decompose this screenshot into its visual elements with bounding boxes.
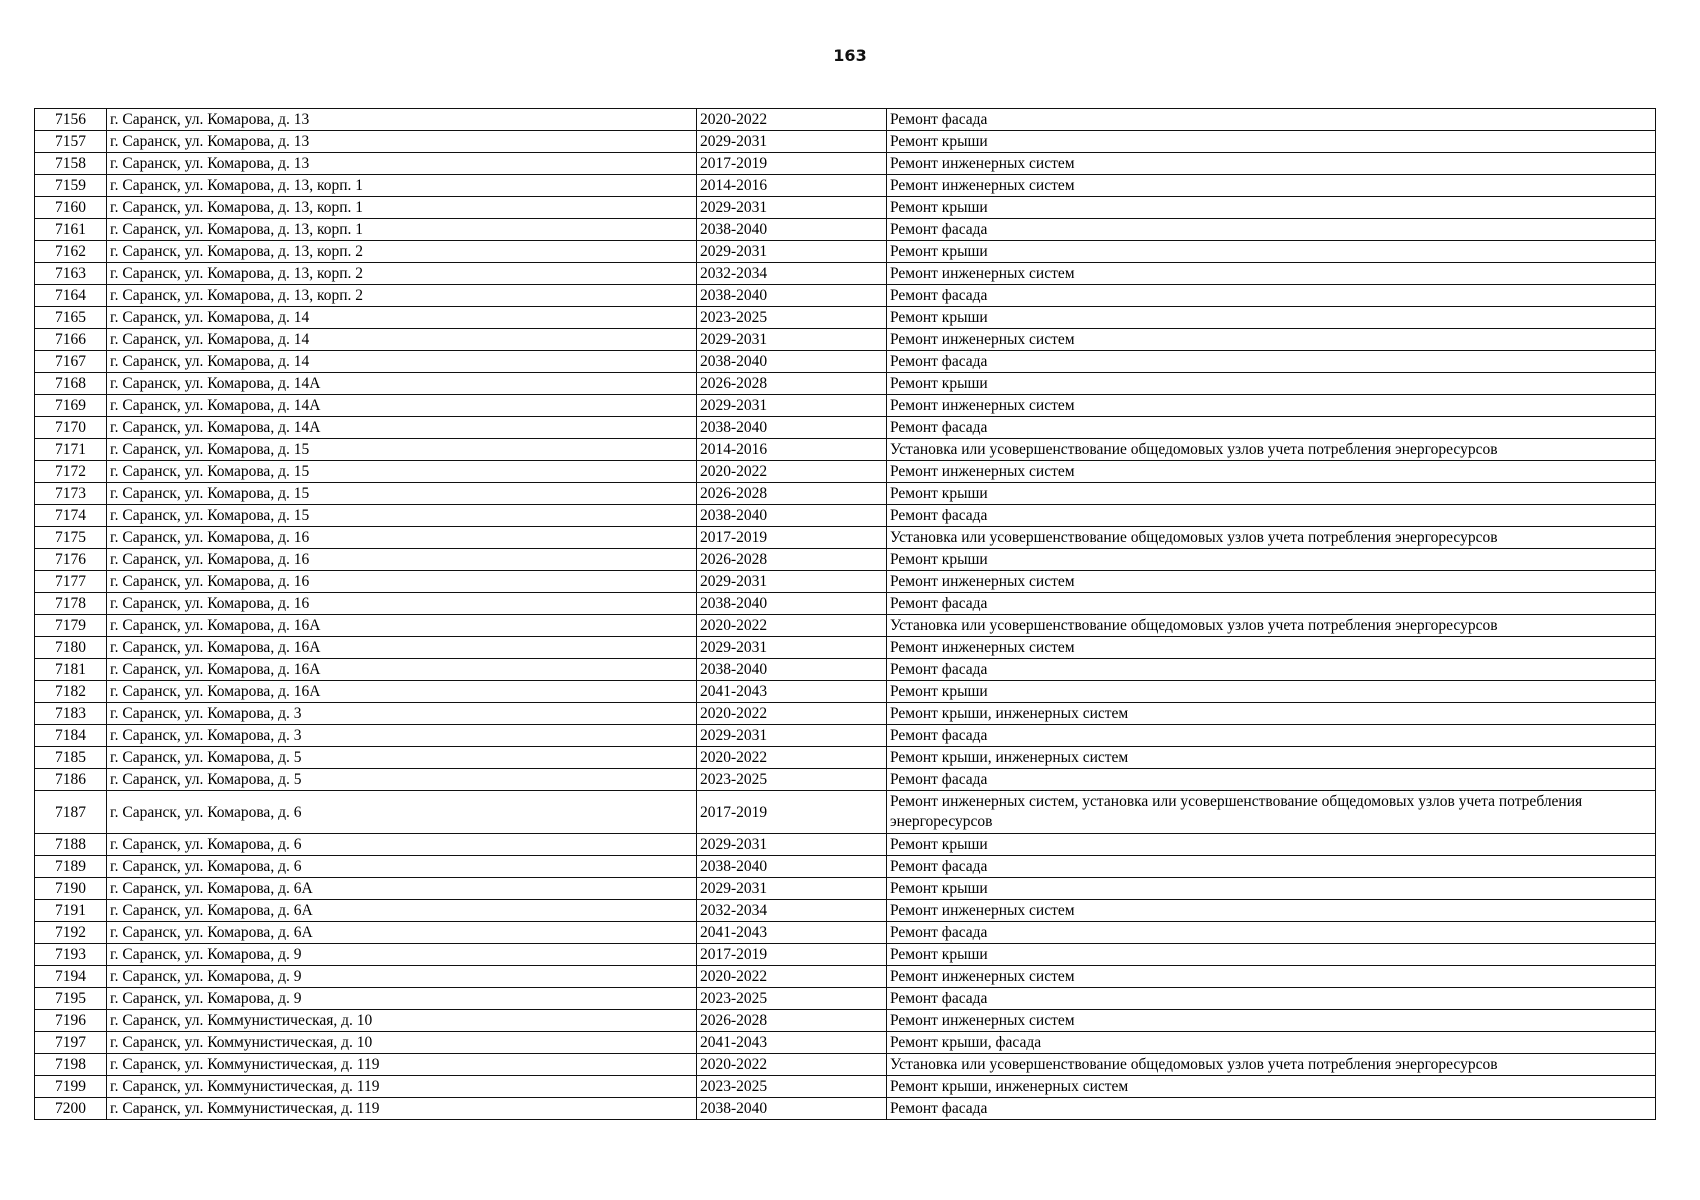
row-number-cell: 7157 <box>35 131 107 153</box>
row-number-cell: 7198 <box>35 1054 107 1076</box>
work-type-cell: Ремонт инженерных систем <box>887 571 1656 593</box>
row-number-cell: 7176 <box>35 549 107 571</box>
period-cell: 2029-2031 <box>697 131 887 153</box>
period-cell: 2026-2028 <box>697 373 887 395</box>
work-type-cell: Ремонт фасада <box>887 725 1656 747</box>
row-number-cell: 7194 <box>35 966 107 988</box>
work-type-cell: Ремонт фасада <box>887 219 1656 241</box>
address-cell: г. Саранск, ул. Комарова, д. 15 <box>107 505 697 527</box>
period-cell: 2017-2019 <box>697 944 887 966</box>
work-type-cell: Ремонт фасада <box>887 856 1656 878</box>
row-number-cell: 7182 <box>35 681 107 703</box>
row-number-cell: 7180 <box>35 637 107 659</box>
work-type-cell: Ремонт инженерных систем <box>887 395 1656 417</box>
table-row <box>35 637 1656 659</box>
address-cell: г. Саранск, ул. Комарова, д. 13, корп. 1 <box>107 219 697 241</box>
row-number-cell: 7193 <box>35 944 107 966</box>
address-cell: г. Саранск, ул. Комарова, д. 14 <box>107 307 697 329</box>
work-type-cell: Ремонт фасада <box>887 593 1656 615</box>
row-number-cell: 7190 <box>35 878 107 900</box>
work-type-cell: Установка или усовершенствование общедомовых узлов учета потребления энергоресурсов <box>887 1054 1656 1076</box>
row-number-cell: 7186 <box>35 769 107 791</box>
period-cell: 2032-2034 <box>697 263 887 285</box>
address-cell: г. Саранск, ул. Комарова, д. 15 <box>107 461 697 483</box>
work-type-cell: Ремонт крыши <box>887 307 1656 329</box>
address-cell: г. Саранск, ул. Комарова, д. 5 <box>107 769 697 791</box>
row-number-cell: 7185 <box>35 747 107 769</box>
period-cell: 2014-2016 <box>697 175 887 197</box>
table-row <box>35 439 1656 461</box>
row-number-cell: 7171 <box>35 439 107 461</box>
row-number-cell: 7156 <box>35 109 107 131</box>
address-cell: г. Саранск, ул. Комарова, д. 13, корп. 1 <box>107 175 697 197</box>
row-number-cell: 7160 <box>35 197 107 219</box>
period-cell: 2029-2031 <box>697 637 887 659</box>
period-cell: 2020-2022 <box>697 966 887 988</box>
row-number-cell: 7163 <box>35 263 107 285</box>
address-cell: г. Саранск, ул. Комарова, д. 9 <box>107 944 697 966</box>
table-row <box>35 241 1656 263</box>
table-row <box>35 549 1656 571</box>
table-row <box>35 593 1656 615</box>
row-number-cell: 7191 <box>35 900 107 922</box>
address-cell: г. Саранск, ул. Комарова, д. 14 <box>107 351 697 373</box>
work-type-cell: Ремонт крыши, инженерных систем <box>887 747 1656 769</box>
period-cell: 2029-2031 <box>697 241 887 263</box>
period-cell: 2029-2031 <box>697 197 887 219</box>
row-number-cell: 7169 <box>35 395 107 417</box>
period-cell: 2020-2022 <box>697 703 887 725</box>
work-type-cell: Ремонт инженерных систем, установка или усовершенствование общедомовых узлов учета потребления энергоресурсов <box>887 791 1656 834</box>
row-number-cell: 7183 <box>35 703 107 725</box>
work-type-cell: Установка или усовершенствование общедомовых узлов учета потребления энергоресурсов <box>887 615 1656 637</box>
table-row <box>35 285 1656 307</box>
period-cell: 2032-2034 <box>697 900 887 922</box>
work-type-cell: Ремонт крыши <box>887 373 1656 395</box>
work-type-cell: Ремонт фасада <box>887 922 1656 944</box>
period-cell: 2029-2031 <box>697 834 887 856</box>
row-number-cell: 7158 <box>35 153 107 175</box>
page-number: 163 <box>833 46 867 65</box>
work-type-cell: Ремонт крыши <box>887 834 1656 856</box>
row-number-cell: 7196 <box>35 1010 107 1032</box>
repair-schedule-table <box>34 108 1656 1120</box>
work-type-cell: Ремонт фасада <box>887 988 1656 1010</box>
address-cell: г. Саранск, ул. Комарова, д. 9 <box>107 988 697 1010</box>
address-cell: г. Саранск, ул. Комарова, д. 13 <box>107 131 697 153</box>
period-cell: 2020-2022 <box>697 747 887 769</box>
row-number-cell: 7189 <box>35 856 107 878</box>
table-row <box>35 878 1656 900</box>
table-row <box>35 329 1656 351</box>
period-cell: 2038-2040 <box>697 593 887 615</box>
row-number-cell: 7179 <box>35 615 107 637</box>
period-cell: 2020-2022 <box>697 461 887 483</box>
address-cell: г. Саранск, ул. Комарова, д. 13 <box>107 109 697 131</box>
period-cell: 2017-2019 <box>697 153 887 175</box>
table-row <box>35 747 1656 769</box>
work-type-cell: Ремонт инженерных систем <box>887 637 1656 659</box>
table-row <box>35 483 1656 505</box>
address-cell: г. Саранск, ул. Комарова, д. 16 <box>107 571 697 593</box>
table-row <box>35 109 1656 131</box>
table-row <box>35 175 1656 197</box>
address-cell: г. Саранск, ул. Комарова, д. 15 <box>107 439 697 461</box>
address-cell: г. Саранск, ул. Комарова, д. 14А <box>107 373 697 395</box>
row-number-cell: 7175 <box>35 527 107 549</box>
address-cell: г. Саранск, ул. Комарова, д. 14А <box>107 417 697 439</box>
table-row <box>35 944 1656 966</box>
work-type-cell: Ремонт крыши <box>887 944 1656 966</box>
address-cell: г. Саранск, ул. Комарова, д. 16А <box>107 681 697 703</box>
period-cell: 2026-2028 <box>697 1010 887 1032</box>
address-cell: г. Саранск, ул. Комарова, д. 6А <box>107 900 697 922</box>
row-number-cell: 7168 <box>35 373 107 395</box>
table-row <box>35 461 1656 483</box>
table-row <box>35 769 1656 791</box>
address-cell: г. Саранск, ул. Коммунистическая, д. 119 <box>107 1098 697 1120</box>
period-cell: 2038-2040 <box>697 219 887 241</box>
period-cell: 2026-2028 <box>697 549 887 571</box>
period-cell: 2017-2019 <box>697 527 887 549</box>
address-cell: г. Саранск, ул. Комарова, д. 6 <box>107 791 697 834</box>
address-cell: г. Саранск, ул. Комарова, д. 3 <box>107 725 697 747</box>
address-cell: г. Саранск, ул. Комарова, д. 16 <box>107 527 697 549</box>
address-cell: г. Саранск, ул. Комарова, д. 13 <box>107 153 697 175</box>
work-type-cell: Ремонт крыши <box>887 197 1656 219</box>
work-type-cell: Ремонт фасада <box>887 417 1656 439</box>
period-cell: 2038-2040 <box>697 1098 887 1120</box>
row-number-cell: 7173 <box>35 483 107 505</box>
period-cell: 2023-2025 <box>697 988 887 1010</box>
work-type-cell: Ремонт крыши <box>887 131 1656 153</box>
work-type-cell: Ремонт фасада <box>887 505 1656 527</box>
table-row <box>35 131 1656 153</box>
row-number-cell: 7166 <box>35 329 107 351</box>
table-row <box>35 966 1656 988</box>
address-cell: г. Саранск, ул. Комарова, д. 13, корп. 2 <box>107 241 697 263</box>
row-number-cell: 7162 <box>35 241 107 263</box>
work-type-cell: Ремонт фасада <box>887 109 1656 131</box>
address-cell: г. Саранск, ул. Комарова, д. 3 <box>107 703 697 725</box>
address-cell: г. Саранск, ул. Комарова, д. 16А <box>107 615 697 637</box>
work-type-cell: Ремонт инженерных систем <box>887 263 1656 285</box>
work-type-cell: Ремонт фасада <box>887 1098 1656 1120</box>
table-row <box>35 417 1656 439</box>
table-row <box>35 1032 1656 1054</box>
table-row <box>35 791 1656 834</box>
work-type-cell: Ремонт инженерных систем <box>887 153 1656 175</box>
work-type-cell: Ремонт фасада <box>887 659 1656 681</box>
work-type-cell: Ремонт инженерных систем <box>887 175 1656 197</box>
period-cell: 2038-2040 <box>697 351 887 373</box>
address-cell: г. Саранск, ул. Комарова, д. 16А <box>107 659 697 681</box>
period-cell: 2020-2022 <box>697 109 887 131</box>
table-row <box>35 615 1656 637</box>
period-cell: 2023-2025 <box>697 307 887 329</box>
table-row <box>35 922 1656 944</box>
address-cell: г. Саранск, ул. Коммунистическая, д. 10 <box>107 1032 697 1054</box>
work-type-cell: Установка или усовершенствование общедомовых узлов учета потребления энергоресурсов <box>887 439 1656 461</box>
period-cell: 2023-2025 <box>697 1076 887 1098</box>
table-row <box>35 373 1656 395</box>
table-row <box>35 527 1656 549</box>
period-cell: 2029-2031 <box>697 878 887 900</box>
period-cell: 2029-2031 <box>697 395 887 417</box>
address-cell: г. Саранск, ул. Комарова, д. 16 <box>107 593 697 615</box>
address-cell: г. Саранск, ул. Комарова, д. 13, корп. 2 <box>107 285 697 307</box>
row-number-cell: 7170 <box>35 417 107 439</box>
table-row <box>35 571 1656 593</box>
row-number-cell: 7164 <box>35 285 107 307</box>
address-cell: г. Саранск, ул. Комарова, д. 5 <box>107 747 697 769</box>
row-number-cell: 7172 <box>35 461 107 483</box>
period-cell: 2017-2019 <box>697 791 887 834</box>
work-type-cell: Ремонт крыши, инженерных систем <box>887 1076 1656 1098</box>
address-cell: г. Саранск, ул. Комарова, д. 6 <box>107 856 697 878</box>
row-number-cell: 7199 <box>35 1076 107 1098</box>
table-row <box>35 153 1656 175</box>
row-number-cell: 7184 <box>35 725 107 747</box>
period-cell: 2038-2040 <box>697 417 887 439</box>
period-cell: 2038-2040 <box>697 505 887 527</box>
work-type-cell: Ремонт инженерных систем <box>887 461 1656 483</box>
table-row <box>35 703 1656 725</box>
address-cell: г. Саранск, ул. Комарова, д. 14А <box>107 395 697 417</box>
period-cell: 2029-2031 <box>697 725 887 747</box>
row-number-cell: 7165 <box>35 307 107 329</box>
row-number-cell: 7197 <box>35 1032 107 1054</box>
address-cell: г. Саранск, ул. Комарова, д. 6А <box>107 922 697 944</box>
address-cell: г. Саранск, ул. Коммунистическая, д. 10 <box>107 1010 697 1032</box>
table-row <box>35 263 1656 285</box>
period-cell: 2020-2022 <box>697 615 887 637</box>
address-cell: г. Саранск, ул. Комарова, д. 16А <box>107 637 697 659</box>
address-cell: г. Саранск, ул. Комарова, д. 13, корп. 2 <box>107 263 697 285</box>
table-row <box>35 351 1656 373</box>
work-type-cell: Ремонт крыши, фасада <box>887 1032 1656 1054</box>
table-row <box>35 900 1656 922</box>
row-number-cell: 7178 <box>35 593 107 615</box>
table-row <box>35 681 1656 703</box>
work-type-cell: Ремонт крыши <box>887 549 1656 571</box>
period-cell: 2023-2025 <box>697 769 887 791</box>
address-cell: г. Саранск, ул. Комарова, д. 16 <box>107 549 697 571</box>
period-cell: 2038-2040 <box>697 285 887 307</box>
table-row <box>35 988 1656 1010</box>
table-row <box>35 834 1656 856</box>
row-number-cell: 7174 <box>35 505 107 527</box>
table-row <box>35 197 1656 219</box>
row-number-cell: 7200 <box>35 1098 107 1120</box>
row-number-cell: 7195 <box>35 988 107 1010</box>
period-cell: 2041-2043 <box>697 681 887 703</box>
row-number-cell: 7188 <box>35 834 107 856</box>
work-type-cell: Ремонт инженерных систем <box>887 900 1656 922</box>
address-cell: г. Саранск, ул. Коммунистическая, д. 119 <box>107 1076 697 1098</box>
period-cell: 2038-2040 <box>697 856 887 878</box>
table-row <box>35 219 1656 241</box>
work-type-cell: Ремонт крыши <box>887 878 1656 900</box>
table-row <box>35 725 1656 747</box>
row-number-cell: 7181 <box>35 659 107 681</box>
work-type-cell: Ремонт инженерных систем <box>887 966 1656 988</box>
address-cell: г. Саранск, ул. Комарова, д. 14 <box>107 329 697 351</box>
address-cell: г. Саранск, ул. Комарова, д. 6 <box>107 834 697 856</box>
work-type-cell: Ремонт фасада <box>887 769 1656 791</box>
table-row <box>35 1010 1656 1032</box>
row-number-cell: 7192 <box>35 922 107 944</box>
period-cell: 2041-2043 <box>697 1032 887 1054</box>
row-number-cell: 7187 <box>35 791 107 834</box>
table-row <box>35 307 1656 329</box>
period-cell: 2029-2031 <box>697 571 887 593</box>
period-cell: 2026-2028 <box>697 483 887 505</box>
address-cell: г. Саранск, ул. Комарова, д. 13, корп. 1 <box>107 197 697 219</box>
row-number-cell: 7159 <box>35 175 107 197</box>
work-type-cell: Установка или усовершенствование общедомовых узлов учета потребления энергоресурсов <box>887 527 1656 549</box>
period-cell: 2038-2040 <box>697 659 887 681</box>
row-number-cell: 7167 <box>35 351 107 373</box>
table-row <box>35 505 1656 527</box>
period-cell: 2029-2031 <box>697 329 887 351</box>
table-row <box>35 1098 1656 1120</box>
work-type-cell: Ремонт крыши <box>887 681 1656 703</box>
work-type-cell: Ремонт инженерных систем <box>887 1010 1656 1032</box>
period-cell: 2014-2016 <box>697 439 887 461</box>
period-cell: 2020-2022 <box>697 1054 887 1076</box>
work-type-cell: Ремонт крыши, инженерных систем <box>887 703 1656 725</box>
address-cell: г. Саранск, ул. Комарова, д. 9 <box>107 966 697 988</box>
table-row <box>35 659 1656 681</box>
period-cell: 2041-2043 <box>697 922 887 944</box>
address-cell: г. Саранск, ул. Комарова, д. 15 <box>107 483 697 505</box>
table-row <box>35 395 1656 417</box>
table-row <box>35 1054 1656 1076</box>
work-type-cell: Ремонт инженерных систем <box>887 329 1656 351</box>
row-number-cell: 7177 <box>35 571 107 593</box>
work-type-cell: Ремонт фасада <box>887 351 1656 373</box>
table-body <box>35 109 1656 1120</box>
table-row <box>35 1076 1656 1098</box>
work-type-cell: Ремонт крыши <box>887 483 1656 505</box>
work-type-cell: Ремонт фасада <box>887 285 1656 307</box>
address-cell: г. Саранск, ул. Коммунистическая, д. 119 <box>107 1054 697 1076</box>
work-type-cell: Ремонт крыши <box>887 241 1656 263</box>
row-number-cell: 7161 <box>35 219 107 241</box>
address-cell: г. Саранск, ул. Комарова, д. 6А <box>107 878 697 900</box>
table-row <box>35 856 1656 878</box>
